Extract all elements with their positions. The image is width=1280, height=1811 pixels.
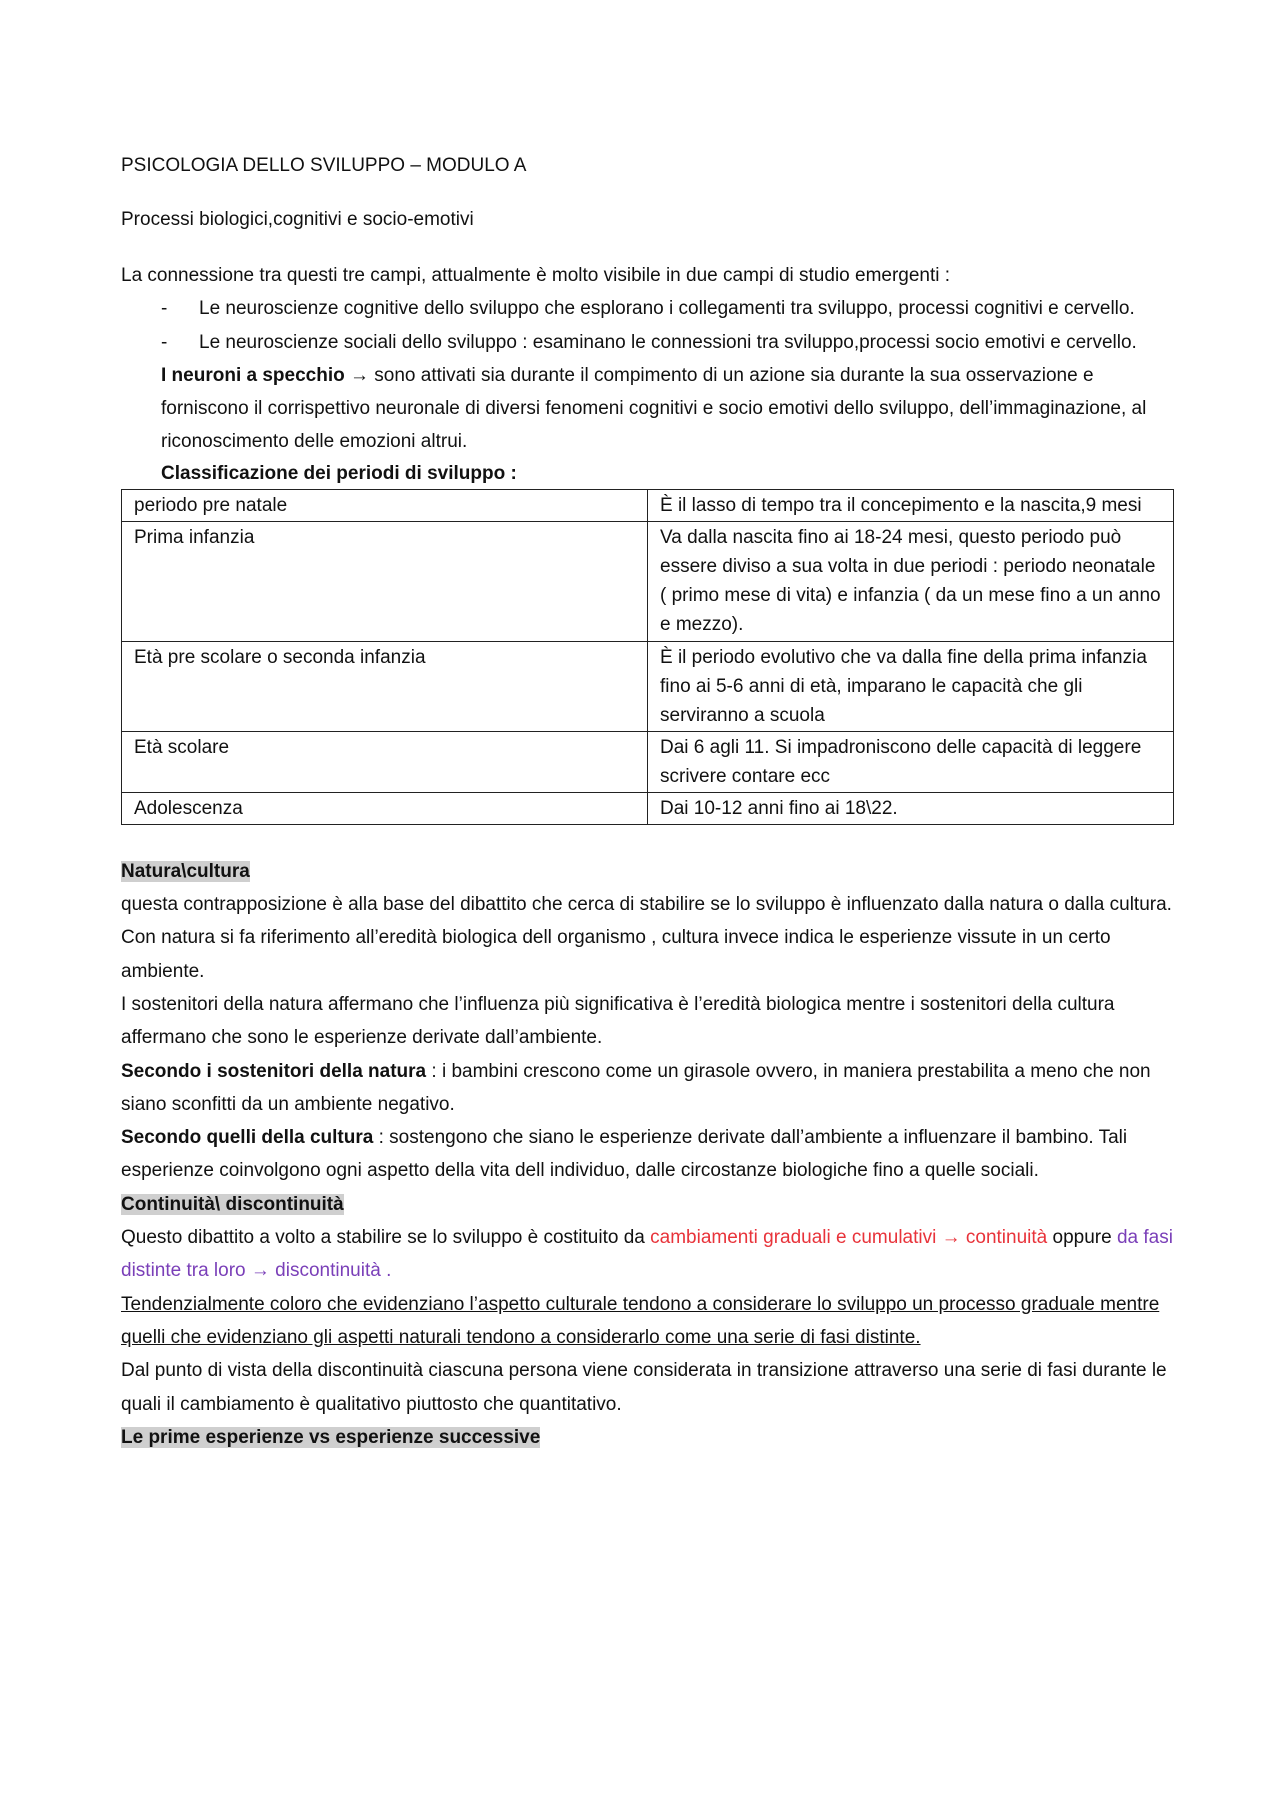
document-title: PSICOLOGIA DELLO SVILUPPO – MODULO A bbox=[121, 155, 527, 176]
mirror-neurons-term: I neuroni a specchio bbox=[161, 364, 345, 386]
table-row bbox=[122, 792, 1174, 824]
table-row bbox=[122, 731, 1174, 792]
continuita-paragraph bbox=[121, 1221, 1173, 1288]
natura-paragraph: I sostenitori della natura affermano che l’influenza più significativa è l’eredità biologica mentre i sostenitori della cultura affermano che sono le esperienze derivate dall’ambiente. bbox=[121, 993, 1115, 1049]
arrow-icon: → bbox=[350, 364, 369, 386]
period-name: Adolescenza bbox=[122, 792, 648, 824]
period-name: Età scolare bbox=[122, 731, 648, 792]
period-name: Prima infanzia bbox=[122, 521, 648, 641]
natura-heading-line bbox=[121, 855, 1173, 888]
period-desc: Va dalla nascita fino ai 18-24 mesi, questo periodo può essere diviso a sua volta in due periodi : periodo neonatale ( primo mese di vita) e infanzia ( da un mese fino a un anno e mezzo). bbox=[648, 521, 1174, 641]
discontinuity-phrase: da fasi distinte tra loro → discontinuità . bbox=[121, 1227, 1173, 1282]
natura-paragraph: questa contrapposizione è alla base del dibattito che cerca di stabilire se lo sviluppo è influenzato dalla natura o dalla cultura. bbox=[121, 894, 1172, 916]
mirror-neurons-paragraph bbox=[121, 359, 1173, 459]
intro-paragraph: La connessione tra questi tre campi, attualmente è molto visibile in due campi di studio emergenti : bbox=[121, 265, 951, 286]
esperienze-heading-line bbox=[121, 1421, 1173, 1454]
period-name: Età pre scolare o seconda infanzia bbox=[122, 641, 648, 731]
bullet-text: Le neuroscienze sociali dello sviluppo : esaminano le connessioni tra sviluppo,processi socio emotivi e cervello. bbox=[199, 331, 1137, 353]
section-heading: Natura\cultura bbox=[121, 860, 250, 882]
natura-paragraph: Con natura si fa riferimento all’eredità biologica dell organismo , cultura invece indica le esperienze vissute in un certo ambiente. bbox=[121, 927, 1111, 982]
table-row bbox=[122, 521, 1174, 641]
periods-table bbox=[121, 489, 1174, 825]
period-desc: È il lasso di tempo tra il concepimento e la nascita,9 mesi bbox=[648, 489, 1174, 521]
period-desc: Dai 10-12 anni fino ai 18\22. bbox=[648, 792, 1174, 824]
period-desc: Dai 6 agli 11. Si impadroniscono delle capacità di leggere scrivere contare ecc bbox=[648, 731, 1174, 792]
list-item bbox=[121, 326, 1173, 359]
natura-paragraph bbox=[121, 1055, 1173, 1122]
mirror-neurons-text: sono attivati sia durante il compimento di un azione sia durante la sua osservazione e forniscono il corrispettivo neuronale di diversi fenomeni cognitivi e socio emotivi dello sviluppo, dell’immaginazione, al riconoscimento delle emozioni altrui. bbox=[161, 364, 1147, 453]
paragraph-text: : sostengono che siano le esperienze derivate dall’ambiente a influenzare il bambino. Tali esperienze coinvolgono ogni aspetto della vita dell individuo, dalle circostanze biologiche fino a quelle sociali. bbox=[121, 1127, 1128, 1182]
table-row bbox=[122, 489, 1174, 521]
bullet-marker: - bbox=[161, 298, 168, 320]
continuita-underlined-paragraph: Tendenzialmente coloro che evidenziano l’aspetto culturale tendono a considerare lo sviluppo un processo graduale mentre quelli che evidenziano gli aspetti naturali tendono a considerarlo come una serie di fasi distinte. bbox=[121, 1293, 1160, 1348]
paragraph-text: : i bambini crescono come un girasole ovvero, in maniera prestabilita a meno che non siano sconfitti da un ambiente negativo. bbox=[121, 1060, 1151, 1115]
bullet-text: Le neuroscienze cognitive dello sviluppo che esplorano i collegamenti tra sviluppo, processi cognitivi e cervello. bbox=[199, 298, 1135, 320]
classification-heading bbox=[121, 459, 1173, 489]
section-heading: Le prime esperienze vs esperienze successive bbox=[121, 1426, 541, 1448]
section-heading: Continuità\ discontinuità bbox=[121, 1193, 344, 1215]
document-subtitle: Processi biologici,cognitivi e socio-emotivi bbox=[121, 209, 474, 230]
bold-term: Secondo i sostenitori della natura bbox=[121, 1060, 427, 1082]
bullet-marker: - bbox=[161, 331, 168, 353]
paragraph-text: Questo dibattito a volto a stabilire se lo sviluppo è costituito da bbox=[121, 1227, 651, 1249]
continuita-paragraph: Dal punto di vista della discontinuità ciascuna persona viene considerata in transizione attraverso una serie di fasi durante le quali il cambiamento è qualitativo piuttosto che quantitativo. bbox=[121, 1360, 1167, 1415]
document-page bbox=[121, 152, 1173, 1454]
bold-term: Secondo quelli della cultura bbox=[121, 1127, 374, 1149]
classification-heading-text: Classificazione dei periodi di sviluppo : bbox=[161, 462, 517, 484]
continuita-heading-line bbox=[121, 1188, 1173, 1221]
bullet-list bbox=[121, 292, 1173, 359]
table-row bbox=[122, 641, 1174, 731]
period-name: periodo pre natale bbox=[122, 489, 648, 521]
paragraph-text: oppure bbox=[1047, 1227, 1117, 1249]
list-item bbox=[121, 292, 1173, 325]
period-desc: È il periodo evolutivo che va dalla fine della prima infanzia fino ai 5-6 anni di età, imparano le capacità che gli serviranno a scuola bbox=[648, 641, 1174, 731]
natura-paragraph bbox=[121, 1121, 1173, 1188]
continuity-phrase: cambiamenti graduali e cumulativi → continuità bbox=[650, 1227, 1048, 1249]
